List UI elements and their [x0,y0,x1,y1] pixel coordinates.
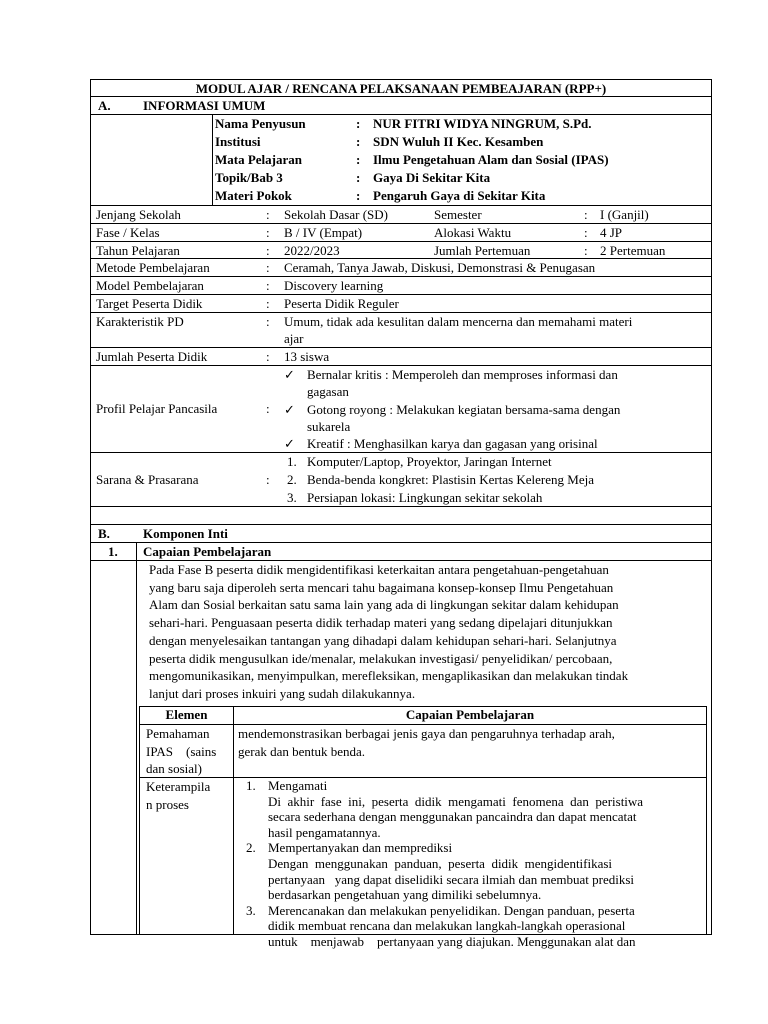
list-item-line: didik membuat rencana dan melakukan langkah-langkah operasional [268,918,626,934]
colon: : [584,207,588,222]
info-label: Target Peserta Didik [96,296,203,311]
info-value: Umum, tidak ada kesulitan dalam mencerna dan memahami materi [284,314,633,329]
info-label: Model Pembelajaran [96,278,204,293]
elemen-text: Keterampila [146,779,211,794]
cp-text: gerak dan bentuk benda. [238,743,366,759]
info-value: 2 Pertemuan [600,243,666,258]
keterampilan-list [238,778,698,950]
info-row-karakteristik [90,313,712,348]
info-label: Alokasi Waktu [434,225,512,240]
colon: : [266,225,270,240]
colon: : [584,225,588,240]
info-value: I (Ganjil) [600,207,649,222]
list-item-line: Dengan menggunakan panduan, peserta didik mengidentifikasi [268,855,613,871]
colon: : [356,170,361,185]
header-elemen: Elemen [165,707,208,722]
list-number: 2. [287,472,297,487]
identity-labels [215,115,306,205]
elemen-text: dan sosial) [146,761,202,776]
paragraph-line: lanjut dari proses inkuiri yang sudah dilakukannya. [149,685,416,701]
colon: : [356,116,361,131]
info-value: Ceramah, Tanya Jawab, Diskusi, Demonstrasi & Penugasan [284,260,596,275]
info-label: Jenjang Sekolah [96,207,181,222]
info-label: Profil Pelajar Pancasila [96,401,218,416]
info-label: Jumlah Pertemuan [434,243,531,258]
sarana-item: Benda-benda kongkret: Plastisin Kertas Kelereng Meja [307,472,594,487]
sarana-item: Komputer/Laptop, Proyektor, Jaringan Internet [307,454,552,469]
colon: : [266,207,270,222]
colon: : [266,296,270,311]
list-item-line: pertanyaan yang dapat diselidiki secara ilmiah dan membuat prediksi [268,871,635,887]
spacer-row [90,507,712,525]
colon: : [356,134,361,149]
list-number: 3. [287,490,297,505]
table-row-keterampilan [140,778,706,949]
header-capaian: Capaian Pembelajaran [405,707,535,722]
paragraph-line: sehari-hari. Penguasaan peserta didik terhadap materi yang sedang dipelajari ditunjukkan [149,615,613,631]
cp-paragraph [91,561,711,703]
colon: : [266,243,270,258]
capaian-block [90,561,712,949]
info-row-model [90,277,712,295]
section-b-number: B. [98,526,110,541]
paragraph-line: Alam dan Sosial berkaitan satu sama lain yang ada di lingkungan sekitar dalam kehidupan [149,597,619,613]
identity-label: Materi Pokok [215,188,292,203]
list-item-line: secara sederhana dengan menggunakan pancaindra dan dapat mencatat [268,809,637,825]
cp-text: mendemonstrasikan berbagai jenis gaya dan pengaruhnya terhadap arah, [238,726,615,741]
info-label: Fase / Kelas [96,225,160,240]
list-item-line: hasil pengamatannya. [268,824,381,840]
profil-item: Kreatif : Menghasilkan karya dan gagasan yang orisinal [307,436,598,451]
info-value: Discovery learning [284,278,384,293]
list-item-line: untuk menjawab pertanyaan yang diajukan. Menggunakan alat dan [268,933,636,949]
identity-label: Mata Pelajaran [215,152,303,167]
profil-item: Gotong royong : Melakukan kegiatan bersama-sama dengan [307,402,621,417]
section-b-title: Komponen Inti [143,526,228,541]
info-label: Jumlah Peserta Didik [96,349,208,364]
identity-value: NUR FITRI WIDYA NINGRUM, S.Pd. [373,116,592,131]
list-number: 1. [287,454,297,469]
sarana-item: Persiapan lokasi: Lingkungan sekitar sekolah [307,490,543,505]
info-label: Semester [434,207,482,222]
list-item-line: berdasarkan pengetahuan yang dimiliki sebelumnya. [268,887,542,903]
colon: : [266,401,270,416]
colon: : [266,314,270,329]
info-value: 4 JP [600,225,623,240]
paragraph-line: yang baru saja diperoleh serta mencari tahu bagaimana konsep-konsep Ilmu Pengetahuan [149,579,614,595]
paragraph-line: dengan menyelesaikan tantangan yang dihadapi dalam kehidupan sehari-hari. Selanjutnya [149,632,617,648]
colon: : [266,472,270,487]
info-value: 13 siswa [284,349,330,364]
info-row-metode [90,259,712,277]
identity-value: Pengaruh Gaya di Sekitar Kita [373,188,546,203]
list-item-line: Di akhir fase ini, peserta didik mengamati fenomena dan peristiwa [268,793,644,809]
list-item [238,903,698,950]
table-row-pemahaman [140,725,706,778]
subsection-1-header [90,543,712,561]
section-a-number: A. [98,98,111,113]
cp-table [139,706,707,949]
profil-item: gagasan [307,384,349,399]
elemen-text: n proses [146,796,189,812]
identity-value: Gaya Di Sekitar Kita [373,170,491,185]
colon: : [266,278,270,293]
list-item-title: Merencanakan dan melakukan penyelidikan. Dengan panduan, peserta [268,902,635,918]
identity-value: SDN Wuluh II Kec. Kesamben [373,134,544,149]
info-value: Peserta Didik Reguler [284,296,399,311]
elemen-text: Pemahaman [146,726,210,741]
info-row-profil [90,366,712,453]
paragraph-line: mengomunikasikan, menyimpulkan, merefleksikan, mengaplikasikan dan melakukan tindak [149,668,629,684]
list-item [238,840,698,902]
paragraph-line: Pada Fase B peserta didik mengidentifikasi keterkaitan antara pengetahuan-pengetahuan [149,562,609,577]
info-label: Sarana & Prasarana [96,472,199,487]
section-a-title: INFORMASI UMUM [143,98,266,113]
elemen-text: IPAS (sains [146,743,217,759]
info-value: Sekolah Dasar (SD) [284,207,388,222]
info-value: ajar [284,331,304,346]
identity-label: Institusi [215,134,261,149]
section-b-header [90,525,712,543]
info-label: Karakteristik PD [96,314,184,329]
info-pairs [90,205,712,259]
check-icon: ✓ [284,402,295,417]
profil-item: Bernalar kritis : Memperoleh dan memproses informasi dan [307,367,618,382]
section-a-header [90,97,712,115]
info-row-sarana [90,453,712,507]
profil-item: sukarela [307,419,351,434]
info-row-target [90,295,712,313]
colon: : [584,243,588,258]
info-label: Tahun Pelajaran [96,243,180,258]
identity-colons [356,115,360,205]
identity-label: Topik/Bab 3 [215,170,283,185]
identity-label: Nama Penyusun [215,116,306,131]
colon: : [266,260,270,275]
subsection-title: Capaian Pembelajaran [143,544,272,559]
check-icon: ✓ [284,436,295,451]
colon: : [266,349,270,364]
list-item [238,778,698,840]
document-title: MODUL AJAR / RENCANA PELAKSANAAN PEMBEAJARAN (RPP+) [90,79,712,97]
list-number: 2. [246,840,256,856]
list-number: 1. [246,778,256,793]
subsection-number: 1. [108,544,118,559]
colon: : [356,188,361,203]
info-row-jumlah [90,348,712,366]
info-value: 2022/2023 [284,243,340,258]
info-value: B / IV (Empat) [284,225,363,240]
paragraph-line: peserta didik mengusulkan ide/menalar, melakukan investigasi/ penyelidikan/ percobaan, [149,650,613,666]
list-item-title: Mempertanyakan dan memprediksi [268,840,453,856]
list-number: 3. [246,902,256,918]
list-item-title: Mengamati [268,778,328,793]
info-label: Metode Pembelajaran [96,260,210,275]
colon: : [356,152,361,167]
identity-values [373,115,609,205]
identity-block [90,115,712,205]
check-icon: ✓ [284,367,295,382]
identity-value: Ilmu Pengetahuan Alam dan Sosial (IPAS) [373,152,609,167]
document [90,79,712,949]
cp-table-header [140,707,706,725]
